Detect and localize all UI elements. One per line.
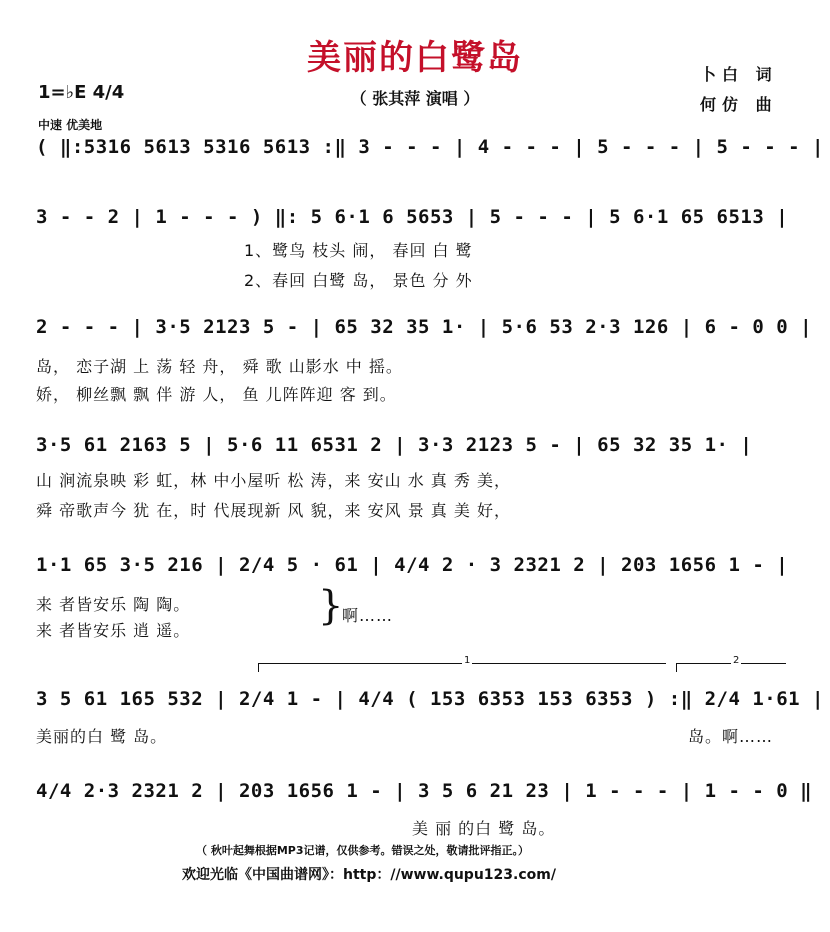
score-line-6: 3 5 61 165 532 | 2/4 1 - | 4/4 ( 153 6353 153 6353 ) :‖ 2/4 1·61 | [36, 688, 824, 710]
tempo-marking: 中速 优美地 [38, 118, 103, 132]
score-line-2: 3 - - 2 | 1 - - - ) ‖: 5 6·1 6 5653 | 5 - - - | 5 6·1 65 6513 | [36, 206, 789, 228]
key-signature: 1=♭E 4/4 [38, 82, 125, 103]
first-ending-number: 1 [464, 655, 471, 666]
score-line-1: ( ‖:5316 5613 5316 5613 :‖ 3 - - - | 4 - - - | 5 - - - | 5 - - - | [36, 136, 824, 158]
lyrics-line-3-verse-1: 岛， 恋子湖 上 荡 轻 舟， 舜 歌 山影水 中 摇。 [36, 357, 403, 376]
score-line-5: 1·1 65 3·5 216 | 2/4 5 · 61 | 4/4 2 · 3 2321 2 | 203 1656 1 - | [36, 554, 789, 576]
lyrics-line-2-verse-2: 2、春回 白鹭 岛， 景色 分 外 [244, 271, 473, 290]
transcription-note: （ 秋叶起舞根据MP3记谱，仅供参考。错误之处，敬请批评指正。） [196, 844, 529, 857]
verse-brace: } [318, 583, 344, 629]
score-line-7: 4/4 2·3 2321 2 | 203 1656 1 - | 3 5 6 21 23 | 1 - - - | 1 - - 0 ‖ [36, 780, 813, 802]
lyrics-line-5-verse-1: 来 者皆安乐 陶 陶。 [36, 595, 191, 614]
first-ending-bracket [258, 655, 666, 666]
score-line-3: 2 - - - | 3·5 2123 5 - | 65 32 35 1· | 5·6 53 2·3 126 | 6 - 0 0 | [36, 316, 813, 338]
second-ending-bracket [676, 655, 786, 666]
performer-credit: （ 张其萍 演唱 ） [350, 89, 480, 108]
lyrics-line-4-verse-2: 舜 帝歌声今 犹 在，时 代展现新 风 貌，来 安风 景 真 美 好， [36, 501, 511, 520]
lyricist-credit: 卜白 词 [700, 65, 778, 84]
lyrics-line-6-second-ending: 岛。啊…… [688, 727, 774, 746]
lyrics-line-6-first-ending: 美丽的白 鹭 岛。 [36, 727, 168, 746]
second-ending-number: 2 [733, 655, 740, 666]
score-line-4: 3·5 61 2163 5 | 5·6 11 6531 2 | 3·3 2123 5 - | 65 32 35 1· | [36, 434, 753, 456]
lyrics-line-7: 美 丽 的白 鹭 岛。 [412, 819, 556, 838]
lyrics-line-5-verse-2: 来 者皆安乐 逍 遥。 [36, 621, 191, 640]
lyrics-line-3-verse-2: 娇， 柳丝飘 飘 伴 游 人， 鱼 儿阵阵迎 客 到。 [36, 385, 397, 404]
song-title: 美丽的白鹭岛 [307, 38, 523, 78]
lyrics-line-4-verse-1: 山 涧流泉映 彩 虹，林 中小屋听 松 涛，来 安山 水 真 秀 美， [36, 471, 511, 490]
lyrics-line-5-shared: 啊…… [342, 606, 394, 625]
composer-credit: 何仿 曲 [700, 95, 778, 114]
lyrics-line-2-verse-1: 1、鹭鸟 枝头 闹， 春回 白 鹭 [244, 241, 473, 260]
site-credit: 欢迎光临《中国曲谱网》：http：//www.qupu123.com/ [182, 867, 556, 883]
